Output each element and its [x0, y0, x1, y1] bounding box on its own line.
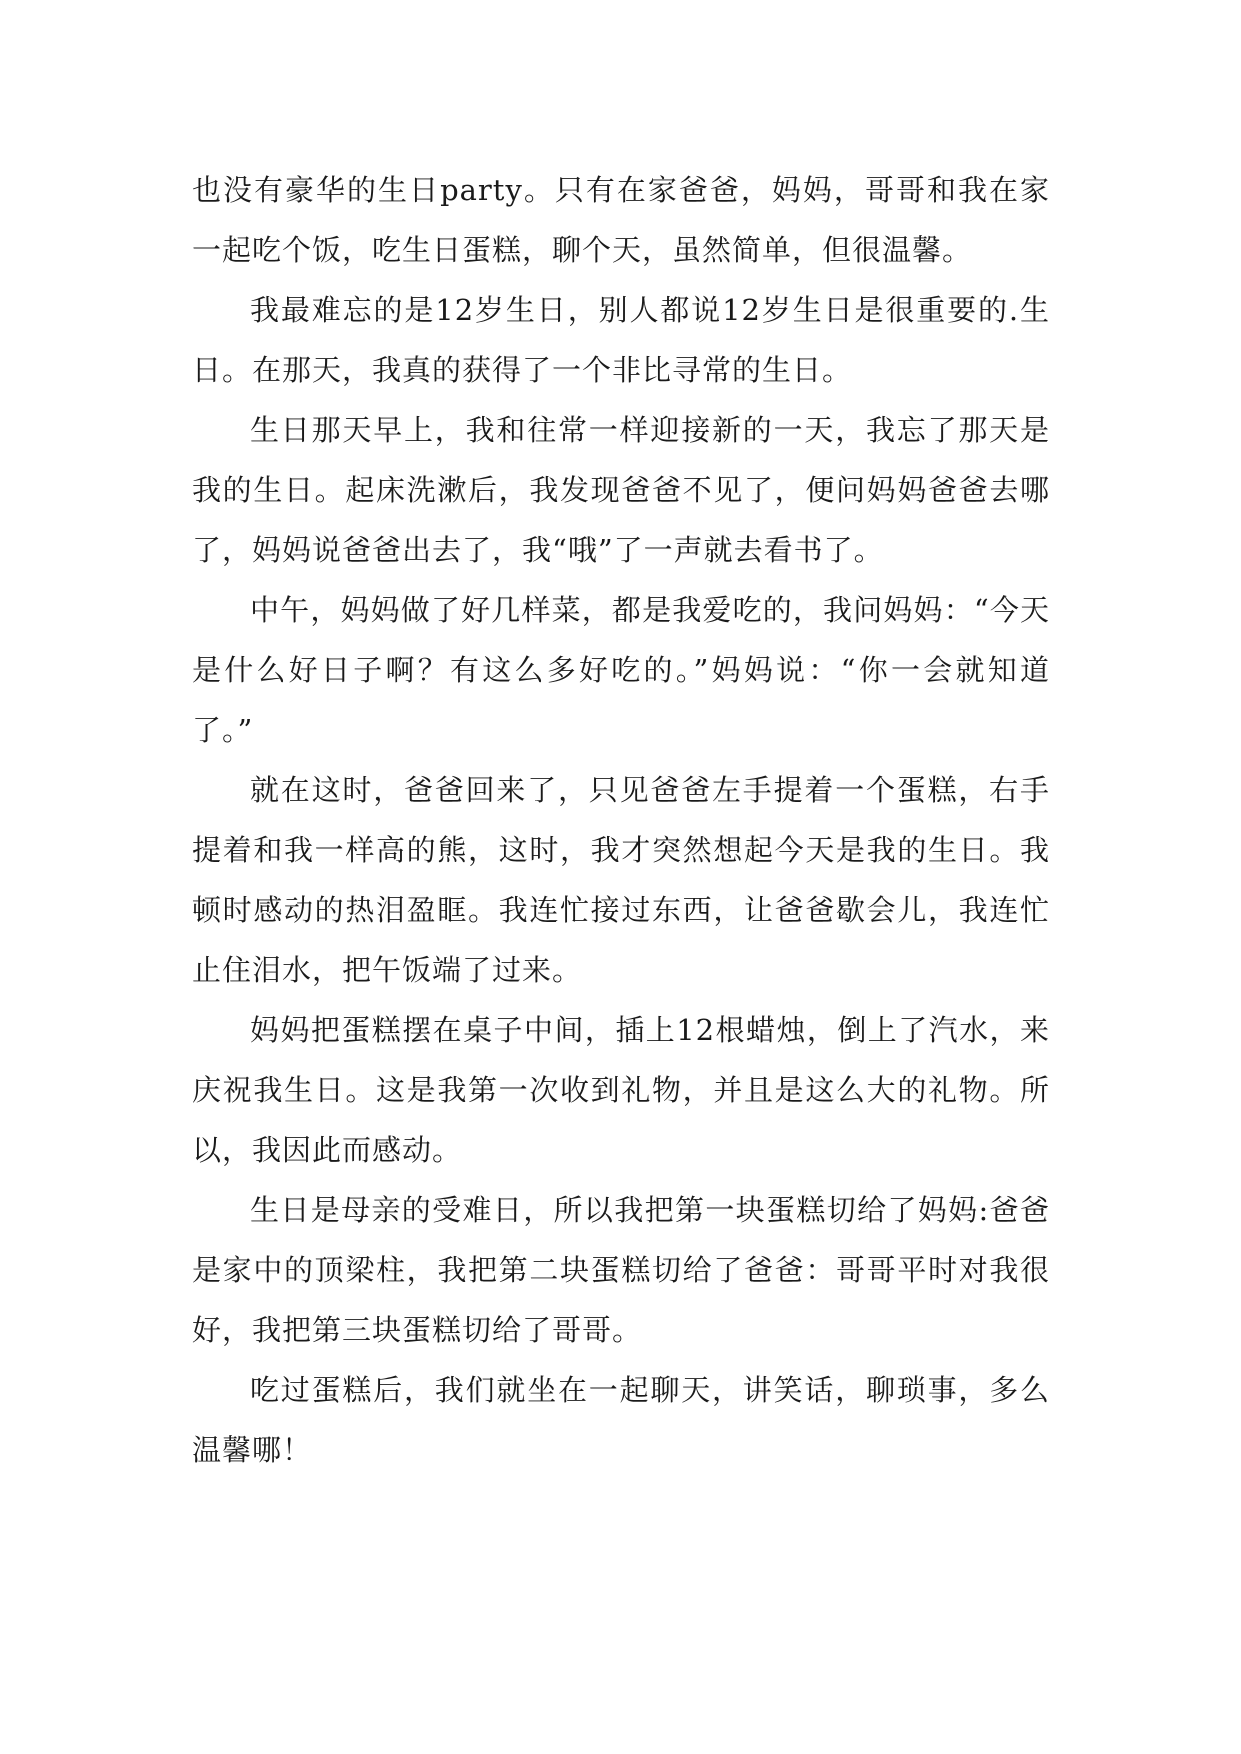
- essay-body: [192, 160, 1050, 1480]
- paragraph: 吃过蛋糕后，我们就坐在一起聊天，讲笑话，聊琐事，多么温馨哪！: [192, 1373, 1050, 1467]
- paragraph-continued: 也没有豪华的生日party。只有在家爸爸，妈妈，哥哥和我在家一起吃个饭，吃生日蛋糕，聊个天，虽然简单，但很温馨。: [192, 173, 1050, 267]
- paragraph: 妈妈把蛋糕摆在桌子中间，插上12根蜡烛，倒上了汽水，来庆祝我生日。这是我第一次收到礼物，并且是这么大的礼物。所以，我因此而感动。: [192, 1013, 1050, 1167]
- paragraph: 我最难忘的是12岁生日，别人都说12岁生日是很重要的.生日。在那天，我真的获得了一个非比寻常的生日。: [192, 293, 1050, 387]
- paragraph: 生日是母亲的受难日，所以我把第一块蛋糕切给了妈妈:爸爸是家中的顶梁柱，我把第二块蛋糕切给了爸爸：哥哥平时对我很好，我把第三块蛋糕切给了哥哥。: [192, 1193, 1050, 1347]
- paragraph: 生日那天早上，我和往常一样迎接新的一天，我忘了那天是我的生日。起床洗漱后，我发现爸爸不见了，便问妈妈爸爸去哪了，妈妈说爸爸出去了，我“哦”了一声就去看书了。: [192, 413, 1050, 567]
- paragraph: 就在这时，爸爸回来了，只见爸爸左手提着一个蛋糕，右手提着和我一样高的熊，这时，我才突然想起今天是我的生日。我顿时感动的热泪盈眶。我连忙接过东西，让爸爸歇会儿，我连忙止住泪水，把午饭端了过来。: [192, 773, 1050, 987]
- paragraph: 中午，妈妈做了好几样菜，都是我爱吃的，我问妈妈：“今天是什么好日子啊？有这么多好吃的。”妈妈说：“你一会就知道了。”: [192, 593, 1050, 747]
